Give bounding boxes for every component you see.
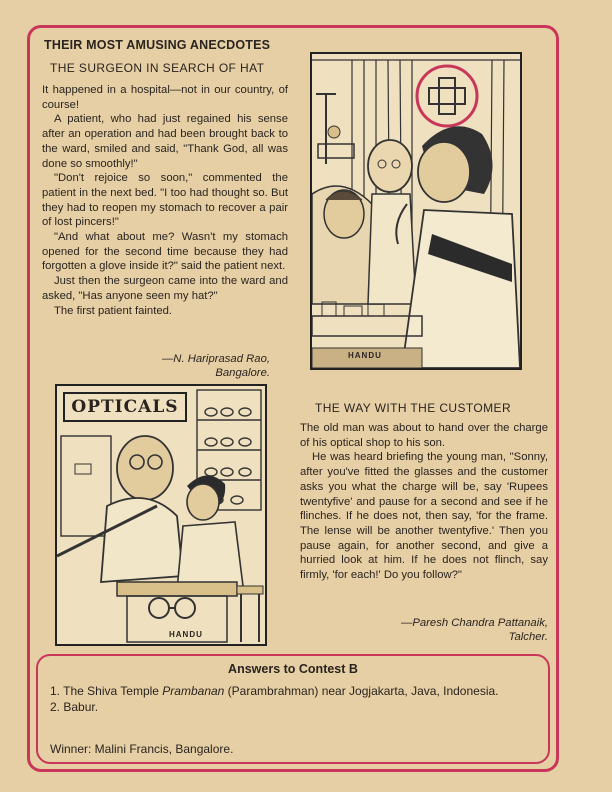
story1-paragraph: "And what about me? Wasn't my stomach opened for the second time because they had forgotten a glove inside it?" said the patient next. xyxy=(42,231,288,273)
answer-1-prefix: 1. The Shiva Temple xyxy=(50,684,163,698)
optician-cartoon xyxy=(55,384,267,646)
story1-text xyxy=(42,83,288,318)
surgeon-cartoon-signature: HANDU xyxy=(348,351,382,360)
story2-paragraph: The old man was about to hand over the charge of his optical shop to his son. xyxy=(300,422,548,449)
answers-box xyxy=(36,654,550,764)
surgeon-illustration xyxy=(312,54,520,368)
answer-1-suffix: (Parambrahman) near Jogjakarta, Java, Indonesia. xyxy=(224,684,499,698)
surgeon-cartoon xyxy=(310,52,522,370)
story2-title: THE WAY WITH THE CUSTOMER xyxy=(315,401,512,415)
story2-author: —Paresh Chandra Pattanaik, xyxy=(401,617,548,629)
story1-place: Bangalore. xyxy=(215,367,270,379)
story2-credit xyxy=(330,616,548,644)
optician-illustration xyxy=(57,386,265,644)
story1-paragraph: It happened in a hospital—not in our country, of course! xyxy=(42,84,288,111)
story1-paragraph: A patient, who had just regained his sense after an operation and had been brought back to the ward, smiled and said, "Thank God, all was done so smoothly!" xyxy=(42,113,288,170)
opticals-sign: OPTICALS xyxy=(63,392,187,422)
section-title: THEIR MOST AMUSING ANECDOTES xyxy=(44,38,271,52)
answer-item-2: 2. Babur. xyxy=(50,700,99,714)
answers-list xyxy=(50,683,530,715)
story2-text xyxy=(300,421,548,583)
story1-author: —N. Hariprasad Rao, xyxy=(162,353,270,365)
answer-1-italic: Prambanan xyxy=(162,684,225,698)
story1-paragraph: "Don't rejoice so soon," commented the patient in the next bed. "I too had thought so. But they had to reopen my stomach to recover a pair of lost pincers!" xyxy=(42,172,288,229)
story2-paragraph: He was heard briefing the young man, "Sonny, after you've fitted the glasses and the customer asks you what the charge will be, say 'Rupees twentyfive' and pause for a second and see if he flinches. If he does not, then say, 'for the frame. The lense will be another twentyfive.' Then you pause again, for another second, and give a hurried look at him. If he does not flinch, say firmly, 'for each!' Do you follow?" xyxy=(300,451,548,582)
answers-title: Answers to Contest B xyxy=(228,662,358,676)
optician-cartoon-signature: HANDU xyxy=(169,630,203,639)
story2-place: Talcher. xyxy=(508,631,548,643)
winner-line: Winner: Malini Francis, Bangalore. xyxy=(50,742,234,756)
story1-paragraph: Just then the surgeon came into the ward and asked, "Has anyone seen my hat?" xyxy=(42,275,288,302)
answer-item-1 xyxy=(50,683,530,699)
story1-paragraph: The first patient fainted. xyxy=(54,304,173,317)
story1-title: THE SURGEON IN SEARCH OF HAT xyxy=(50,61,265,75)
story1-credit xyxy=(120,352,270,380)
